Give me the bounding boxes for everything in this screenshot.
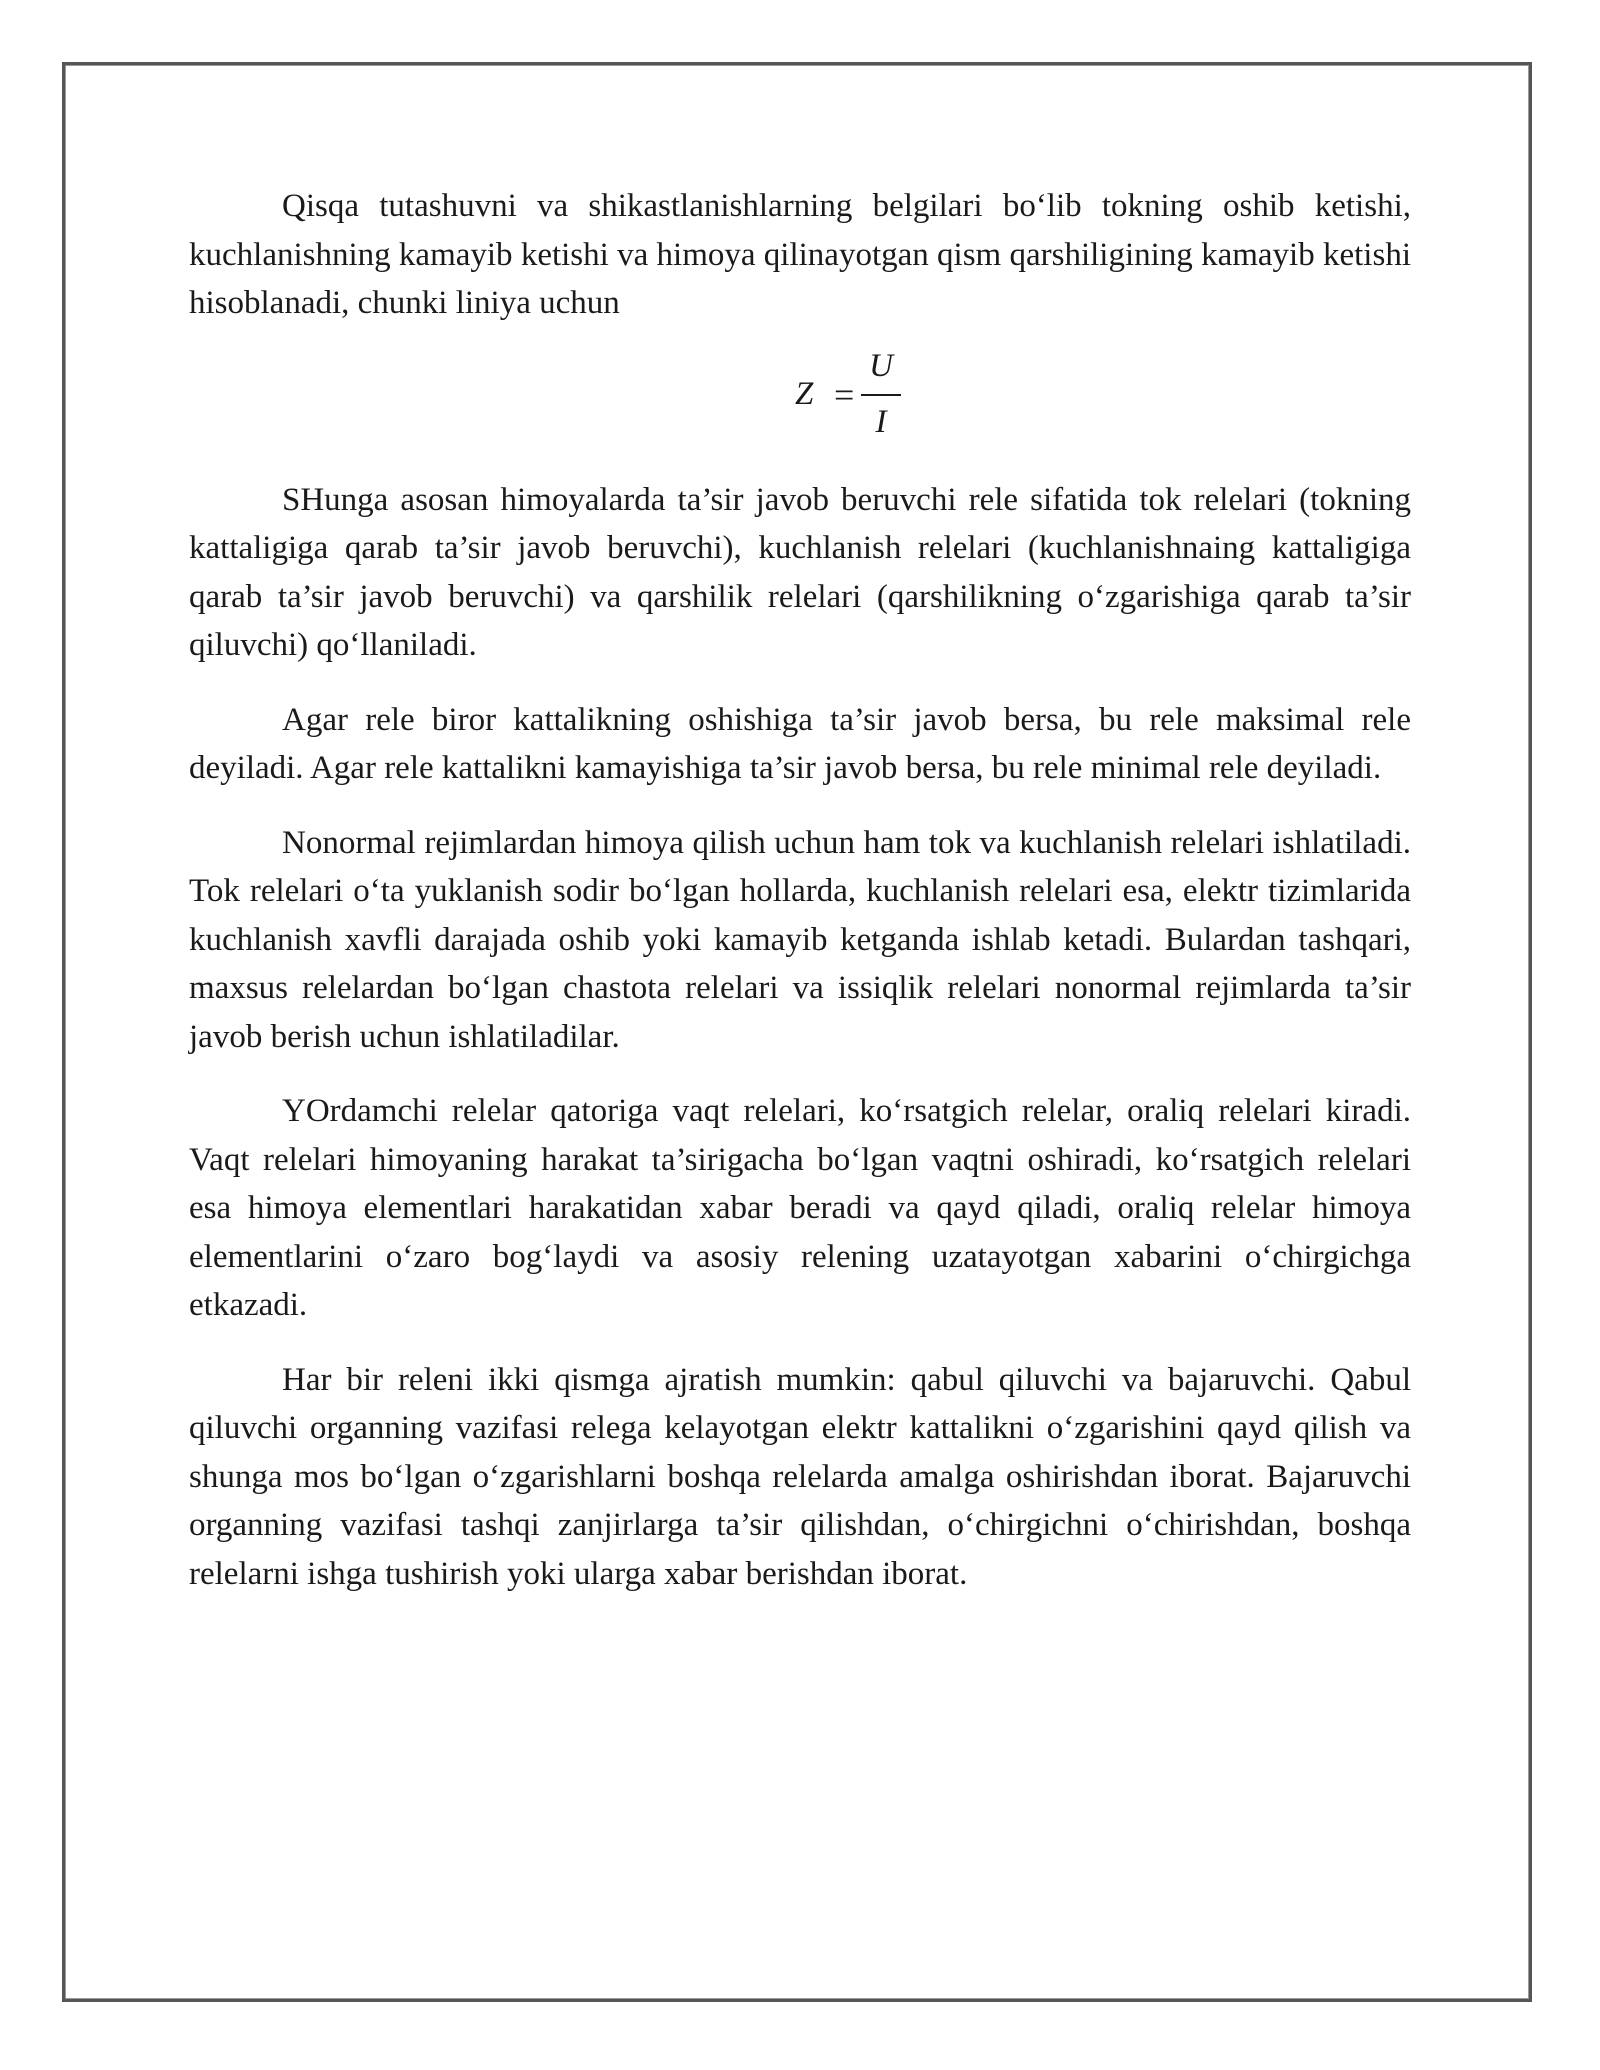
document-body	[189, 182, 1411, 1624]
paragraph-abnormal-modes: Nonormal rejimlardan himoya qilish uchun ham tok va kuchlanish relelari ishlatiladi. Tok relelari o‘ta yuklanish sodir bo‘lgan hollarda, kuchlanish relelari esa, elektr tizimlarida kuchlanish xavfli darajada oshib yoki kamayib ketganda ishlab ketadi. Bulardan tashqari, maxsus relelardan bo‘lgan chastota relelari va issiqlik relelari nonormal rejimlarda ta’sir javob berish uchun ishlatiladilar.	[189, 824, 1411, 1055]
paragraph-relay-parts: Har bir releni ikki qismga ajratish mumkin: qabul qiluvchi va bajaruvchi. Qabul qiluvchi organning vazifasi relega kelayotgan elektr kattalikni o‘zgarishini qayd qilish va shunga mos bo‘lgan o‘zgarishlarni boshqa relelarda amalga oshirishdan iborat. Bajaruvchi organning vazifasi tashqi zanjirlarga ta’sir qilishdan, o‘chirgichni o‘chirishdan, boshqa relelarni ishga tushirish yoki ularga xabar berishdan iborat.	[189, 1361, 1411, 1592]
formula-denominator: I	[875, 403, 887, 440]
paragraph-short-circuit-signs: Qisqa tutashuvni va shikastlanishlarning belgilari bo‘lib tokning oshib ketishi, kuchlanishning kamayib ketishi va himoya qilinayotgan qism qarshiligining kamayib ketishi hisoblanadi, chunki liniya uchun	[189, 188, 1411, 321]
fraction-bar	[861, 394, 901, 396]
formula-numerator: U	[869, 347, 893, 384]
paragraph-max-min-relay: Agar rele biror kattalikning oshishiga ta’sir javob bersa, bu rele maksimal rele deyiladi. Agar rele kattalikni kamayishiga ta’sir javob bersa, bu rele minimal rele deyiladi.	[189, 701, 1411, 786]
paragraph-relay-types: SHunga asosan himoyalarda ta’sir javob beruvchi rele sifatida tok relelari (tokning kattaligiga qarab ta’sir javob beruvchi), kuchlanish relelari (kuchlanishnaing kattaligiga qarab ta’sir javob beruvchi) va qarshilik relelari (qarshilikning o‘zgarishiga qarab ta’sir qiluvchi) qo‘llaniladi.	[189, 481, 1411, 663]
impedance-formula	[189, 346, 1411, 456]
formula-lhs: Z	[795, 375, 814, 412]
formula-equals: =	[834, 374, 855, 415]
formula-fraction	[861, 346, 901, 442]
paragraph-auxiliary-relays: YOrdamchi relelar qatoriga vaqt relelari, ko‘rsatgich relelar, oraliq relelari kiradi. Vaqt relelari himoyaning harakat ta’sirigacha bo‘lgan vaqtni oshiradi, ko‘rsatgich relelari esa himoya elementlari harakatidan xabar beradi va qayd qiladi, oraliq relelar himoya elementlarini o‘zaro bog‘laydi va asosiy relening uzatayotgan xabarini o‘chirgichga etkazadi.	[189, 1093, 1411, 1323]
